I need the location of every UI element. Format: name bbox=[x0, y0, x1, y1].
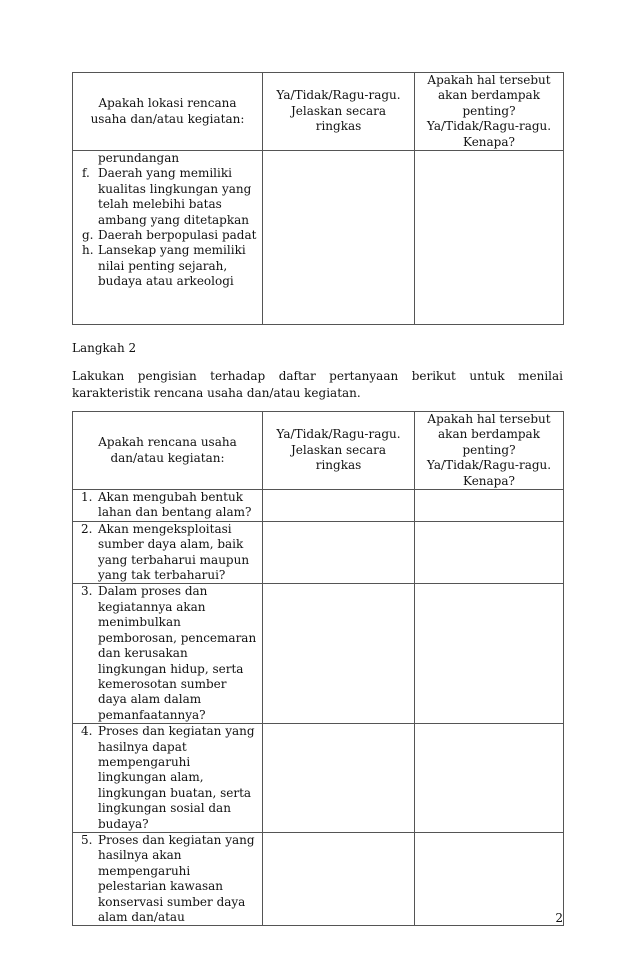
header-answer: Ya/Tidak/Ragu-ragu. Jelaskan secara ringkas bbox=[263, 73, 415, 151]
header-location: Apakah lokasi rencana usaha dan/atau kegiatan: bbox=[73, 73, 263, 151]
header-impact: Apakah hal tersebut akan berdampak penting? Ya/Tidak/Ragu-ragu. Kenapa? bbox=[415, 73, 564, 151]
answer-cell[interactable] bbox=[263, 151, 415, 325]
list-item: f. Daerah yang memiliki kualitas lingkungan yang telah melebihi batas ambang yang ditetapkan bbox=[82, 166, 252, 227]
continuation-text: perundangan bbox=[98, 151, 180, 166]
answer-cell[interactable] bbox=[263, 724, 415, 833]
table-row bbox=[73, 490, 564, 522]
step-paragraph-line-2: karakteristik rencana usaha dan/atau kegiatan. bbox=[72, 386, 361, 400]
answer-cell[interactable] bbox=[263, 832, 415, 925]
impact-cell[interactable] bbox=[415, 584, 564, 724]
impact-cell[interactable] bbox=[415, 724, 564, 833]
impact-cell[interactable] bbox=[415, 521, 564, 584]
question-cell: 3. Dalam proses dan kegiatannya akan menimbulkan pemborosan, pencemaran dan kerusakan lingkungan hidup, serta kemerosotan sumber daya alam dalam pemanfaatannya? bbox=[73, 584, 263, 724]
answer-cell[interactable] bbox=[263, 521, 415, 584]
table-header-row bbox=[73, 73, 564, 151]
table-row bbox=[73, 724, 564, 833]
header-impact: Apakah hal tersebut akan berdampak penting? Ya/Tidak/Ragu-ragu. Kenapa? bbox=[415, 412, 564, 490]
impact-cell[interactable] bbox=[415, 151, 564, 325]
page-number: 2 bbox=[555, 911, 563, 925]
impact-cell[interactable] bbox=[415, 832, 564, 925]
question-cell: 2. Akan mengeksploitasi sumber daya alam, baik yang terbaharui maupun yang tak terbaharui? bbox=[73, 521, 263, 584]
table-row bbox=[73, 151, 564, 325]
step-title: Langkah 2 bbox=[72, 341, 137, 355]
criteria-list bbox=[73, 166, 262, 289]
header-plan: Apakah rencana usaha dan/atau kegiatan: bbox=[73, 412, 263, 490]
header-answer: Ya/Tidak/Ragu-ragu. Jelaskan secara ringkas bbox=[263, 412, 415, 490]
table-row bbox=[73, 521, 564, 584]
question-cell: 5. Proses dan kegiatan yang hasilnya akan mempengaruhi pelestarian kawasan konservasi sumber daya alam dan/atau bbox=[73, 832, 263, 925]
answer-cell[interactable] bbox=[263, 584, 415, 724]
question-cell: 4. Proses dan kegiatan yang hasilnya dapat mempengaruhi lingkungan alam, lingkungan buatan, serta lingkungan sosial dan budaya? bbox=[73, 724, 263, 833]
question-cell: 1. Akan mengubah bentuk lahan dan bentang alam? bbox=[73, 490, 263, 522]
list-item: g. Daerah berpopulasi padat bbox=[82, 228, 257, 243]
characteristics-table bbox=[72, 411, 564, 926]
answer-cell[interactable] bbox=[263, 490, 415, 522]
location-criteria-cell bbox=[73, 151, 263, 325]
table-row bbox=[73, 584, 564, 724]
table-header-row bbox=[73, 412, 564, 490]
list-item: h. Lansekap yang memiliki nilai penting sejarah, budaya atau arkeologi bbox=[82, 243, 246, 289]
location-table bbox=[72, 72, 564, 325]
impact-cell[interactable] bbox=[415, 490, 564, 522]
table-row bbox=[73, 832, 564, 925]
step-paragraph-line-1: Lakukan pengisian terhadap daftar pertanyaan berikut untuk menilai bbox=[72, 369, 563, 383]
